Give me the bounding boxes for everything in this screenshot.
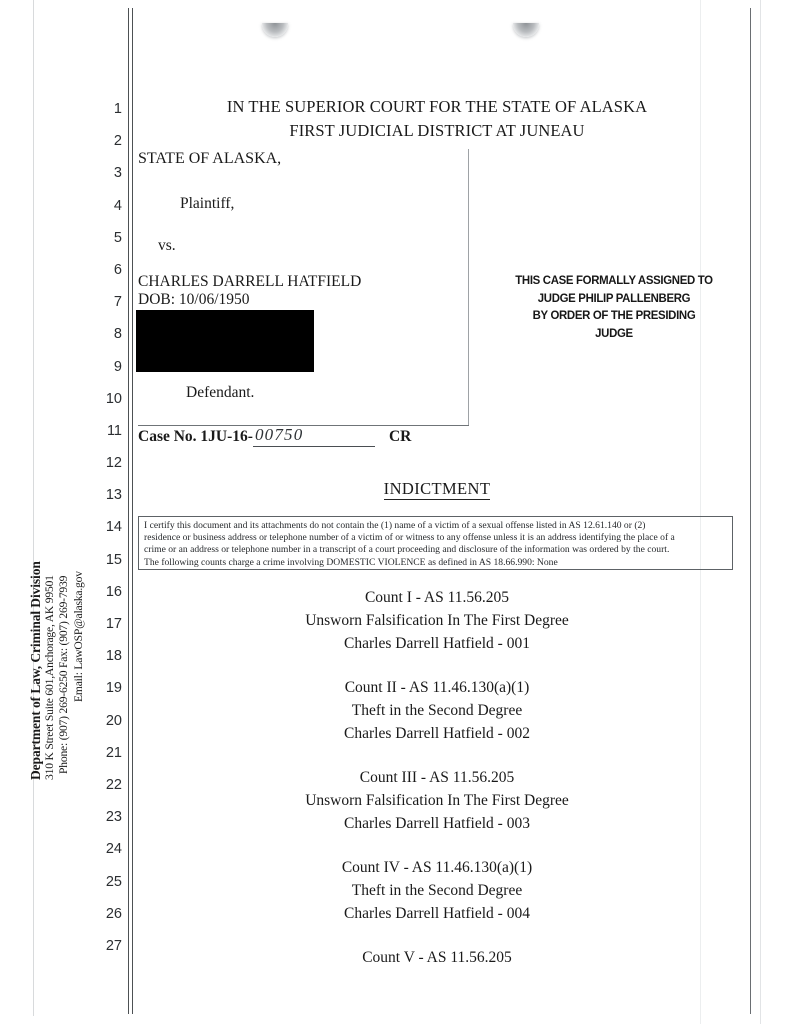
count-offense: Unsworn Falsification In The First Degree [305,612,569,629]
line-number: 19 [105,680,122,697]
case-number-row [138,426,411,447]
count-party: Charles Darrell Hatfield - 004 [344,905,530,922]
assignment-stamp-line-3: BY ORDER OF THE PRESIDING JUDGE [532,308,696,340]
firm-phone-fax: Phone: (907) 269-6250 Fax: (907) 269-7939 [57,575,71,774]
certification-line-1: I certify this document and its attachments do not contain the (1) name of a victim of a sexual offense listed in AS 12.61.140 or (2) [144,520,646,531]
line-number: 11 [106,422,122,439]
line-number: 24 [105,841,122,858]
count-offense: Unsworn Falsification In The First Degree [305,792,569,809]
page-title-text: INDICTMENT [383,479,491,498]
line-number: 22 [105,776,122,793]
count-block [138,676,736,745]
count-party: Charles Darrell Hatfield - 001 [344,635,530,652]
count-heading: Count III - AS 11.56.205 [359,769,515,786]
line-number: 1 [113,101,122,117]
caption-box-vertical-rule [468,149,469,426]
line-number: 17 [105,616,122,632]
line-number: 26 [105,905,122,922]
defendant-label: Defendant. [186,384,255,401]
case-number-suffix: CR [388,428,412,445]
count-party: Charles Darrell Hatfield - 003 [344,815,530,832]
judge-assignment-stamp [514,272,715,342]
line-number: 5 [113,229,122,246]
line-number: 14 [105,519,122,536]
assignment-stamp-line-2: JUDGE PHILIP PALLENBERG [537,290,691,305]
case-number-handwritten: 00750 [254,425,304,444]
court-heading-line-1: IN THE SUPERIOR COURT FOR THE STATE OF ALASKA [226,97,648,116]
line-number: 8 [113,326,122,343]
count-offense: Theft in the Second Degree [351,702,523,719]
line-number: 12 [105,455,122,472]
firm-address: 310 K Street Suite 601,Anchorage, AK 99501 [43,575,56,780]
line-number: 20 [105,712,122,729]
certification-line-4: The following counts charge a crime involving DOMESTIC VIOLENCE as defined in AS 18.66.990: None [144,556,558,568]
case-number-blank[interactable] [253,426,375,447]
counts-list [138,586,736,990]
page-title [138,479,736,499]
line-number: 10 [105,390,122,407]
court-heading-line-2: FIRST JUDICIAL DISTRICT AT JUNEAU [289,121,585,140]
versus-label: vs. [158,237,176,254]
line-number: 23 [105,809,122,826]
certification-line-3: crime or an address or telephone number in a transcript of a court proceeding and disclosure of the information was ordered by the court. [144,544,670,556]
count-block [138,766,736,835]
firm-name: Department of Law, Criminal Division [28,561,43,780]
hole-punch-left-icon [262,23,288,37]
pleading-rule-outer [128,8,129,1014]
count-block [138,586,736,655]
line-number: 6 [113,261,122,278]
plaintiff-label: Plaintiff, [180,195,235,212]
count-offense: Theft in the Second Degree [351,882,523,899]
line-number: 9 [113,358,122,375]
firm-address-sidebar [28,480,84,780]
defendant-dob: DOB: 10/06/1950 [138,291,250,308]
defendant-name: CHARLES DARRELL HATFIELD [138,273,362,290]
line-number: 13 [105,487,122,504]
count-party: Charles Darrell Hatfield - 002 [344,725,530,742]
right-margin-rule [750,8,751,1014]
line-number-column [88,93,122,962]
count-heading: Count IV - AS 11.46.130(a)(1) [341,859,533,876]
line-number: 18 [105,648,122,665]
line-number: 3 [113,165,122,182]
hole-punch-right-icon [513,23,539,37]
count-block [138,856,736,925]
certification-box [138,516,733,570]
case-number-label: Case No. 1JU-16- [138,428,253,445]
line-number: 21 [105,744,122,761]
line-number: 4 [113,197,122,214]
count-heading: Count II - AS 11.46.130(a)(1) [344,679,530,696]
count-block [138,946,736,969]
count-heading: Count V - AS 11.56.205 [362,949,512,966]
certification-line-2: residence or business address or telephone number of a victim of or witness to any offense unless it is an address identifying the place of a [144,532,675,544]
page-edge-right-line [760,0,761,1024]
redaction-block [136,310,314,372]
line-number: 16 [105,583,122,600]
plaintiff-party-name: STATE OF ALASKA, [138,150,282,167]
line-number: 27 [105,937,122,954]
count-heading: Count I - AS 11.56.205 [364,589,510,606]
pleading-rule-inner [132,8,133,1014]
court-heading [138,95,736,143]
firm-email[interactable]: Email: LawOSP@alaska.gov [71,571,85,702]
line-number: 25 [105,873,122,890]
line-number: 7 [113,294,122,311]
line-number: 2 [113,133,122,150]
assignment-stamp-line-1: THIS CASE FORMALLY ASSIGNED TO [515,273,713,287]
line-number: 15 [105,551,122,568]
